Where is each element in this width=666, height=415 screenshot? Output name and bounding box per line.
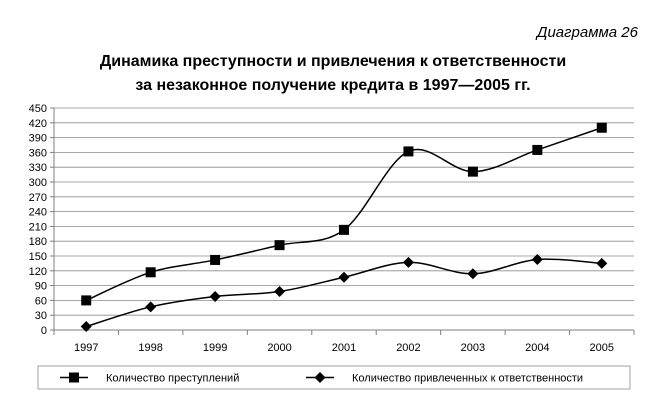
- x-tick-label: 2001: [331, 342, 357, 354]
- legend-label-1: Количество преступлений: [106, 372, 240, 385]
- data-point-series-2: [403, 257, 414, 268]
- data-point-series-2: [596, 258, 607, 269]
- data-point-series-1: [403, 146, 413, 156]
- data-point-series-2: [145, 301, 156, 312]
- data-point-series-1: [468, 167, 478, 177]
- x-tick-label: 2000: [267, 342, 292, 354]
- y-tick-label: 420: [28, 117, 47, 130]
- y-tick-label: 240: [28, 206, 47, 219]
- data-point-series-1: [597, 123, 607, 133]
- x-tick-label: 2004: [525, 342, 550, 354]
- x-tick-label: 1997: [73, 342, 99, 354]
- y-tick-label: 60: [34, 295, 47, 308]
- x-tick-label: 2003: [460, 342, 486, 354]
- y-tick-label: 450: [28, 103, 47, 115]
- y-tick-label: 300: [28, 177, 47, 189]
- y-tick-label: 270: [28, 191, 47, 204]
- y-tick-label: 30: [34, 310, 47, 323]
- diagram-caption: Диаграмма 26: [536, 24, 638, 41]
- y-tick-label: 180: [28, 236, 47, 249]
- y-tick-label: 90: [34, 280, 47, 293]
- y-tick-label: 390: [28, 132, 47, 145]
- legend-marker-1: [69, 373, 79, 383]
- x-tick-label: 2005: [589, 342, 615, 354]
- y-tick-label: 120: [28, 265, 47, 278]
- data-point-series-1: [532, 145, 542, 155]
- y-tick-label: 150: [28, 251, 47, 263]
- data-point-series-2: [339, 272, 350, 283]
- data-point-series-2: [274, 286, 285, 297]
- y-tick-label: 0: [40, 325, 47, 337]
- y-tick-label: 210: [28, 221, 47, 234]
- y-tick-label: 330: [28, 162, 47, 175]
- chart-title-line-2: за незаконное получение кредита в 1997—2005 гг.: [135, 77, 531, 94]
- data-point-series-1: [146, 267, 156, 277]
- data-point-series-1: [339, 225, 349, 235]
- x-tick-label: 1998: [138, 342, 163, 354]
- data-point-series-1: [81, 295, 91, 305]
- y-tick-label: 360: [28, 147, 47, 160]
- x-tick-label: 1999: [202, 342, 228, 354]
- x-tick-label: 2002: [396, 342, 421, 354]
- data-point-series-2: [467, 268, 478, 279]
- data-point-series-1: [275, 240, 285, 250]
- legend-label-2: Количество привлеченных к ответственности: [352, 372, 584, 385]
- chart-title-line-1: Динамика преступности и привлечения к ответственности: [99, 53, 567, 70]
- data-point-series-1: [210, 255, 220, 265]
